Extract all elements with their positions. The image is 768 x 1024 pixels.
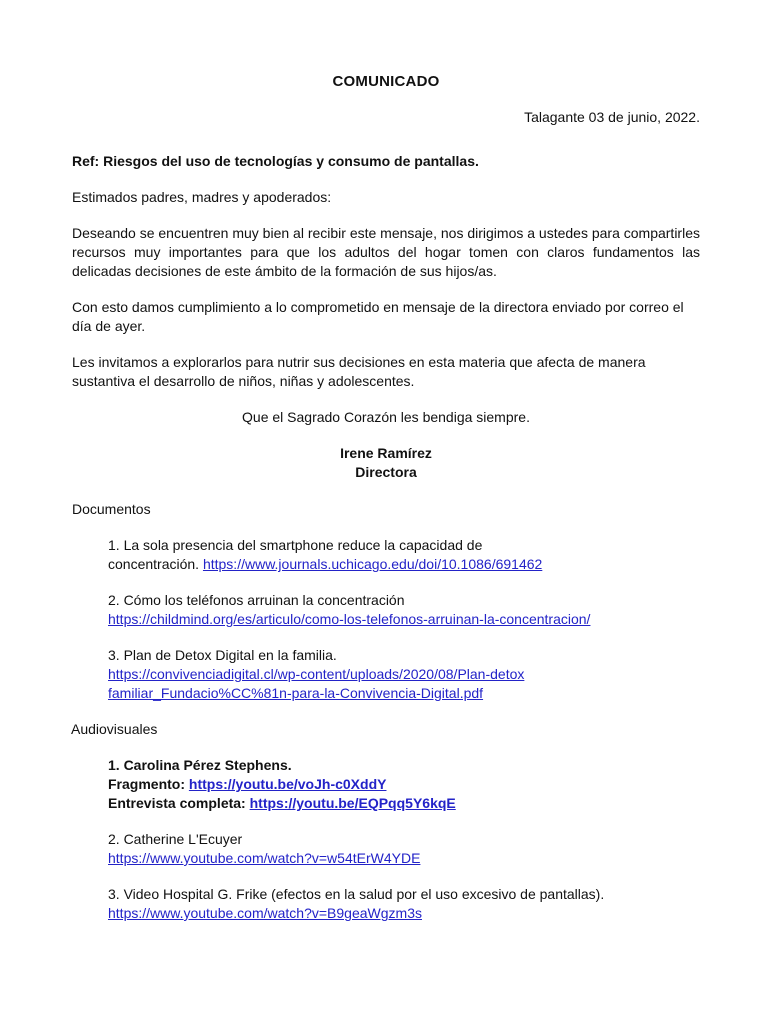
- fragment-label: Fragmento:: [108, 776, 185, 792]
- document-item-2-link[interactable]: https://childmind.org/es/articulo/como-los-telefonos-arruinan-la-concentracion/: [108, 611, 591, 627]
- document-page: [72, 72, 700, 940]
- document-title: COMUNICADO: [332, 73, 440, 90]
- documents-heading: Documentos: [72, 501, 151, 517]
- document-item-1-link[interactable]: https://www.journals.uchicago.edu/doi/10.1086/691462: [202, 556, 543, 572]
- full-interview-link[interactable]: https://youtu.be/EQPqq5Y6kqE: [249, 795, 456, 811]
- greeting: Estimados padres, madres y apoderados:: [72, 189, 332, 205]
- document-item-3-link-line2[interactable]: familiar_Fundacio%CC%81n-para-la-Convivencia-Digital.pdf: [108, 685, 484, 701]
- signature-block: [72, 444, 700, 482]
- paragraph-commitment: Con esto damos cumplimiento a lo comprometido en mensaje de la directora enviado por correo el día de ayer.: [72, 299, 684, 334]
- signature-name: Irene Ramírez: [340, 445, 432, 461]
- audiovisuales-heading: Audiovisuales: [71, 721, 158, 737]
- audiovisual-item-2-link[interactable]: https://www.youtube.com/watch?v=w54tErW4YDE: [108, 850, 421, 866]
- document-item-1: [108, 536, 700, 574]
- fragment-link[interactable]: https://youtu.be/voJh-c0XddY: [188, 776, 387, 792]
- document-item-2: [108, 591, 700, 629]
- document-item-1-title-cont: concentración.: [108, 556, 200, 572]
- paragraph-intro: Deseando se encuentren muy bien al recibir este mensaje, nos dirigimos a ustedes para compartirles recursos muy importantes para que los adultos del hogar tomen con claros fundamentos las delicadas decisiones de este ámbito de la formación de sus hijos/as.: [72, 225, 700, 279]
- blessing: Que el Sagrado Corazón les bendiga siempre.: [242, 409, 530, 425]
- document-item-3-link-line1[interactable]: https://convivenciadigital.cl/wp-content/uploads/2020/08/Plan-detox: [108, 666, 525, 682]
- audiovisual-item-2-title: 2. Catherine L'Ecuyer: [108, 831, 243, 847]
- audiovisual-item-1: [108, 756, 700, 813]
- audiovisual-item-2: [108, 830, 700, 868]
- full-interview-label: Entrevista completa:: [108, 795, 246, 811]
- document-item-3: [108, 646, 700, 703]
- paragraph-invitation: Les invitamos a explorarlos para nutrir sus decisiones en esta materia que afecta de manera sustantiva el desarrollo de niños, niñas y adolescentes.: [72, 354, 646, 389]
- audiovisual-item-3-title: 3. Video Hospital G. Frike (efectos en la salud por el uso excesivo de pantallas).: [108, 886, 605, 902]
- audiovisual-item-1-title: 1. Carolina Pérez Stephens.: [108, 757, 292, 773]
- document-date: Talagante 03 de junio, 2022.: [524, 109, 700, 125]
- signature-role: Directora: [355, 464, 417, 480]
- reference-line: Ref: Riesgos del uso de tecnologías y consumo de pantallas.: [72, 153, 479, 169]
- audiovisual-item-3-link[interactable]: https://www.youtube.com/watch?v=B9geaWgzm3s: [108, 905, 422, 921]
- document-item-2-title: 2. Cómo los teléfonos arruinan la concentración: [108, 592, 405, 608]
- document-item-1-title: 1. La sola presencia del smartphone reduce la capacidad de: [108, 537, 483, 553]
- document-item-3-title: 3. Plan de Detox Digital en la familia.: [108, 647, 337, 663]
- audiovisual-item-3: [108, 885, 700, 923]
